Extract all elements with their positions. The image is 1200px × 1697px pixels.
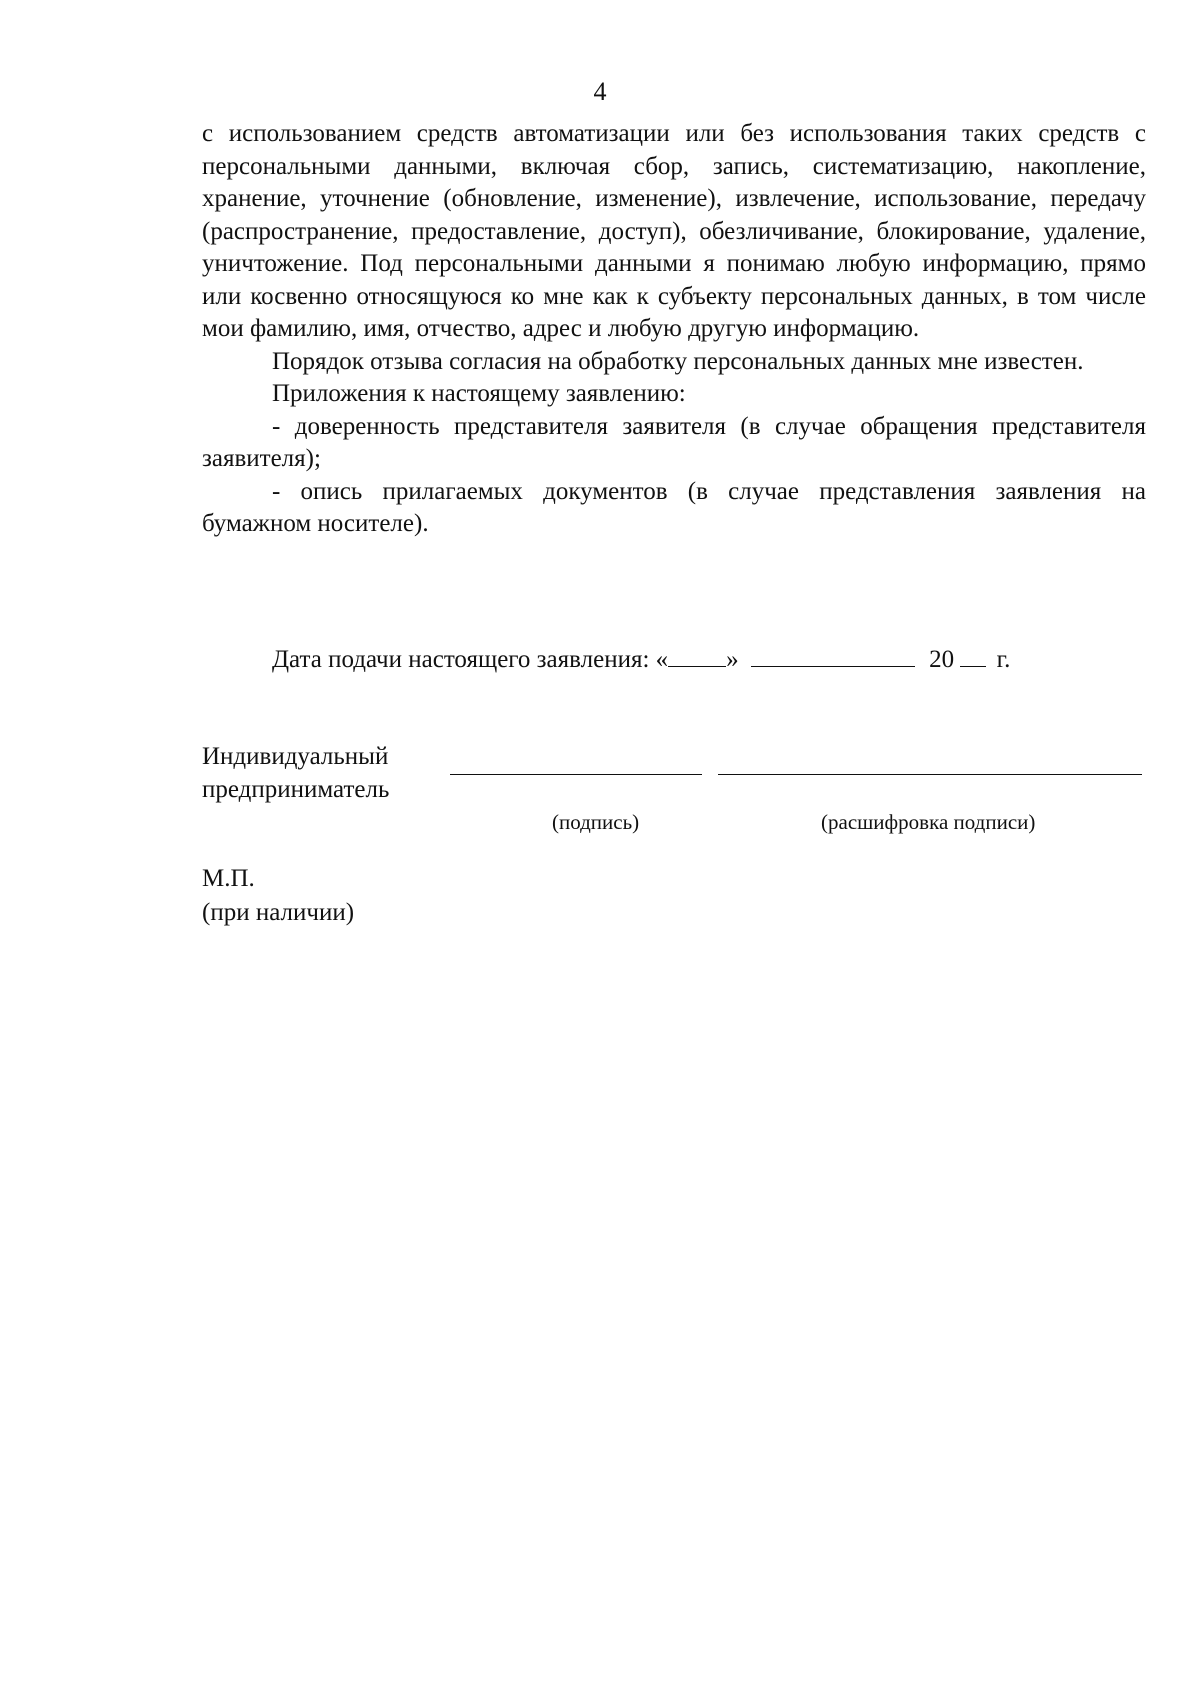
- page-number: 4: [593, 77, 607, 106]
- stamp-label: М.П.: [202, 865, 255, 892]
- signature-caption: (подпись): [552, 810, 640, 834]
- signature-line: [450, 774, 702, 775]
- signature-decoding-line: [718, 774, 1142, 775]
- stamp-note: (при наличии): [202, 899, 355, 926]
- month-blank: [751, 642, 915, 667]
- signer-title: [202, 741, 389, 806]
- century-text: 20: [929, 646, 955, 673]
- day-blank: [668, 642, 726, 667]
- submission-date-line: [272, 642, 1010, 676]
- attachment-item-inventory: - опись прилагаемых документов (в случае представления заявления на бумажном носителе).: [202, 477, 1146, 537]
- stamp-placeholder: [202, 862, 354, 930]
- date-close-quote: »: [726, 646, 739, 673]
- year-blank: [960, 642, 986, 667]
- signer-title-line2: предприниматель: [202, 775, 390, 803]
- year-suffix: г.: [996, 646, 1011, 673]
- signer-title-line1: Индивидуальный: [202, 743, 389, 770]
- withdrawal-paragraph: Порядок отзыва согласия на обработку персональных данных мне известен.: [272, 347, 1084, 375]
- consent-paragraph: с использованием средств автоматизации или без использования таких средств с персональными данными, включая сбор, запись, систематизацию, накопление, хранение, уточнение (обновление, изменение), извлечение, использование, передачу (распространение, предоставление, доступ), обезличивание, блокирование, удаление, уничтожение. Под персональными данными я понимаю любую информацию, прямо или косвенно относящуюся ко мне как к субъекту персональных данных, в том числе мои фамилию, имя, отчество, адрес и любую другую информацию.: [202, 120, 1146, 342]
- attachments-heading: Приложения к настоящему заявлению:: [272, 380, 686, 407]
- signature-decoding-caption: (расшифровка подписи): [821, 810, 1036, 834]
- attachment-item-power-of-attorney: - доверенность представителя заявителя (в случае обращения представителя заявителя);: [202, 412, 1146, 472]
- document-body: [202, 118, 1146, 541]
- date-label: Дата подачи настоящего заявления: «: [272, 646, 669, 673]
